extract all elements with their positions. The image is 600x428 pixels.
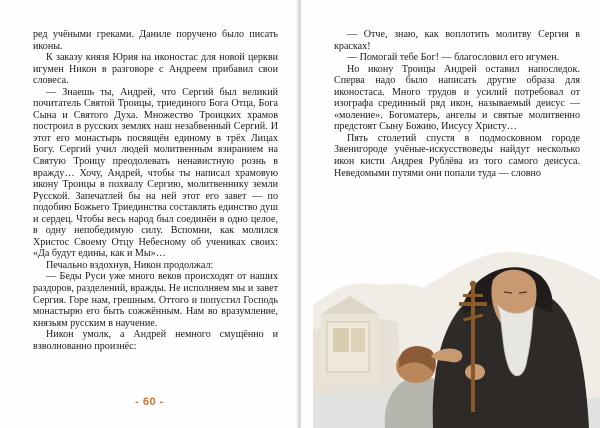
left-page-text [33, 29, 278, 352]
right-page-text [334, 29, 580, 179]
elder-blessing-boy-illustration [313, 210, 600, 428]
paragraph: Но икону Троицы Андрей оставил напоследок. Сперва надо было написать другие образа для иконостаса. Много трудов и усилий потребовал от изографа срединный ряд икон, называемый деисус — «моление». Богоматерь, ангелы и святые молитвенно предстоят Сыну Божию, Иисусу Христу… [334, 63, 580, 133]
paragraph: ред учёными греками. Даниле поручено было писать иконы. [33, 29, 278, 52]
paragraph: Пять столетий спустя в подмосковном городе Звенигороде учёные-искусствоведы найдут несколько икон кисти Андрея Рублёва из того самого деисуса. Неведомыми путями они попали туда — словно [334, 132, 580, 179]
right-page [301, 0, 600, 428]
paragraph: — Помогай тебе Бог! — благословил его игумен. [347, 52, 560, 64]
left-page [0, 0, 299, 428]
paragraph: — Отче, знаю, как воплотить молитву Сергия в красках! [334, 29, 580, 52]
paragraph: К заказу князя Юрия на иконостас для новой церкви игумен Никон в разговоре с Андреем прибавил свои словеса. [33, 52, 278, 87]
page-number: - 60 - [135, 396, 164, 408]
church-background [321, 296, 379, 384]
paragraph: Печально вздохнув, Никон продолжал: [46, 259, 214, 271]
paragraph: Никон умолк, а Андрей немного смущённо и взволнованно произнёс: [33, 329, 278, 352]
paragraph: — Знаешь ты, Андрей, что Сергий был великий почитатель Святой Троицы, триединого Бога Отца, Бога Сына и Святого Духа. Множество Троицких храмов построил в русских землях наш незабвенный Сергий. И этот его монастырь посвящён единому в трёх Лицах Богу. Сергий учил людей молитвенным взиранием на Святую Троицу преодолевать ненавистную рознь в вражду… Хочу, Андрей, чтобы ты написал храмовую икону Троицы в похвалу Сергию, молитвеннику земли Русской. Запечатлей бы на ней этот его завет — по подобию Божьего Триединства составлять единство душ и сердец. Чтобы весь народ был соединён в одно целое, в одну непобедимую силу. Вспомни, как молился Христос Своему Отцу Небесному об учениках своих: «Да будут едины, как и Мы»… [33, 86, 278, 260]
paragraph: — Беды Руси уже много веков происходят от наших раздоров, разделений, вражды. Не исполняем мы и завет Сергия. Горе нам, грешным. Оттого и попустил Господь монастырю его быть сожжённым. Нам во вразумление, князьям русским в научение. [33, 271, 278, 329]
